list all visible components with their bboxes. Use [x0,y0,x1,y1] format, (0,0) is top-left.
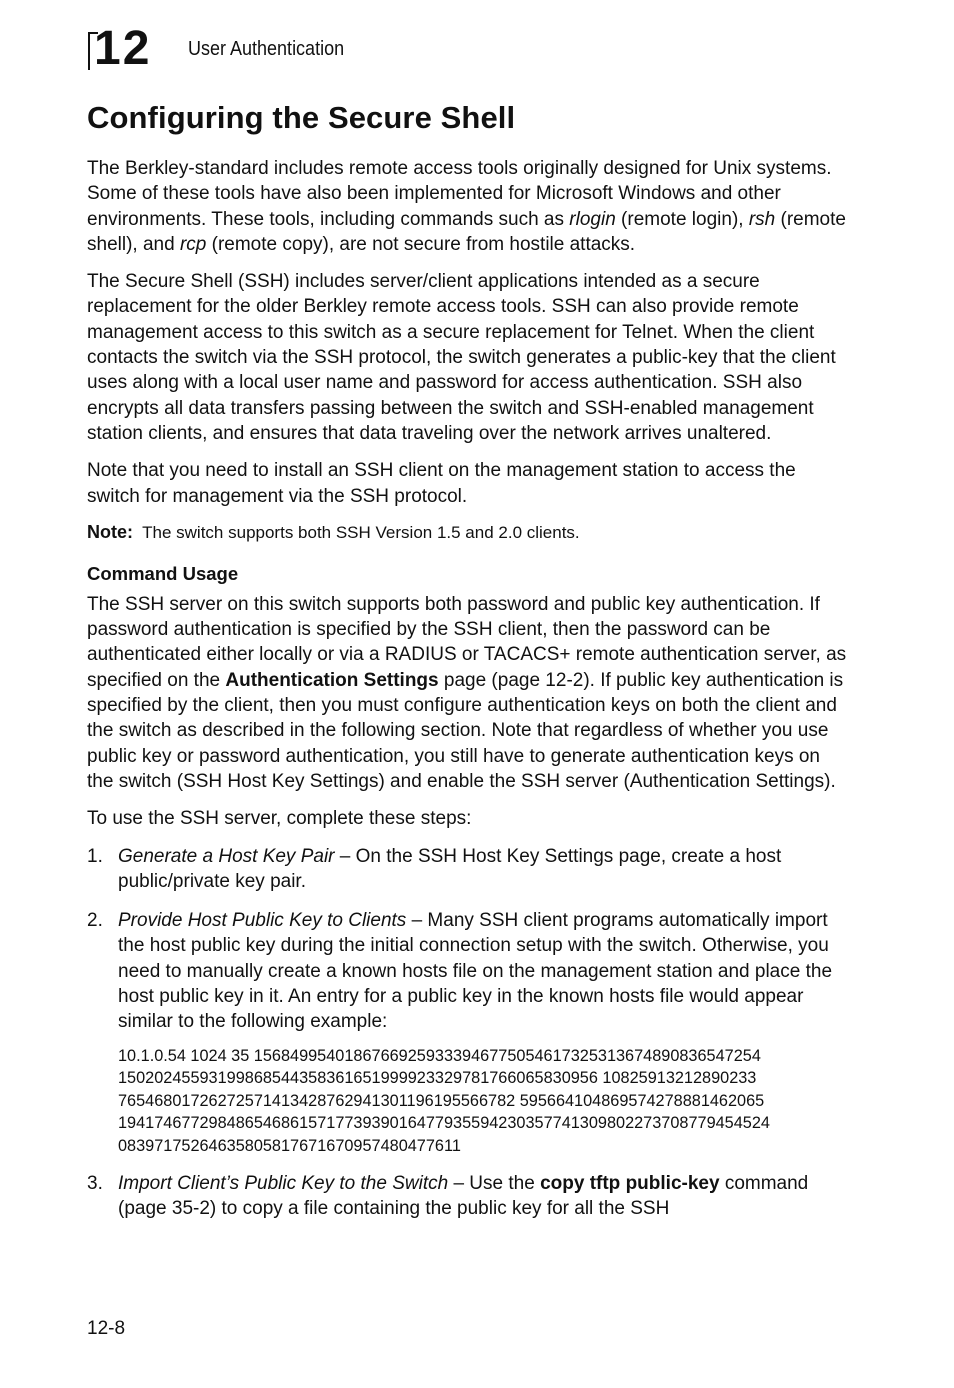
key-line: 194174677298486546861571773939016477935594230357741309802273708779454524 [118,1114,770,1133]
note [87,521,847,544]
intro-paragraph-2: The Secure Shell (SSH) includes server/client applications intended as a secure replacement for the older Berkley remote access tools. SSH can also provide remote management access to this switch as a secure replacement for Telnet. When the client contacts the switch via the SSH protocol, the switch generates a public-key that the client uses along with a local user name and password for access authentication. SSH also encrypts all data transfers passing between the switch and SSH-enabled management station clients, and ensures that data traveling over the network arrives unaltered. [87,271,836,444]
step-number: 3. [87,1173,103,1195]
intro-p1-text-c: (remote shell), and [87,208,846,255]
chapter-title: User Authentication [188,38,345,60]
rcp-term: rcp [179,233,207,255]
rlogin-term: rlogin [569,208,616,230]
command-name: copy tftp public-key [540,1173,720,1195]
steps-intro: To use the SSH server, complete these steps: [87,808,472,830]
command-usage-paragraph [87,592,847,794]
chapter-number-box [88,22,164,75]
page-number: 12-8 [87,1318,126,1339]
key-line: 08397175264635805817671670957480477611 [118,1136,461,1155]
step-text-b: command (page 35-2) to copy a file containing the public key for all the SSH [118,1173,809,1220]
section-title: Configuring the Secure Shell [87,100,516,135]
list-item [87,1171,847,1222]
steps-list [87,844,847,1222]
authentication-settings-ref: Authentication Settings [225,669,439,691]
intro-paragraph-1 [87,156,847,257]
list-item [87,844,847,895]
step-number: 2. [87,910,103,932]
intro-p1-text-b: (remote login), [615,208,749,230]
note-text: The switch supports both SSH Version 1.5 and 2.0 clients. [142,522,580,542]
note-label: Note: [87,521,133,542]
step-title: Import Client’s Public Key to the Switch [118,1173,449,1195]
rsh-term: rsh [748,208,776,230]
command-usage-heading: Command Usage [87,562,239,584]
intro-p1-text-a: The Berkley-standard includes remote access tools originally designed for Unix systems. Some of these tools have also been implemented for Microsoft Windows and other environments. These tools, including commands such as [87,158,832,230]
key-line: 10.1.0.54 1024 35 15684995401867669259333946775054617325313674890836547254 [118,1046,761,1065]
known-hosts-example [118,1045,847,1158]
list-item [87,908,847,1157]
command-usage-text-a: The SSH server on this switch supports both password and public key authentication. If password authentication is specified by the SSH client, then the password can be authenticated either locally or via a RADIUS or TACACS+ remote authentication server, as specified on the [87,593,847,691]
intro-paragraph-3: Note that you need to install an SSH client on the management station to access the switch for management via the SSH protocol. [87,460,796,507]
step-text: – Many SSH client programs automatically import the host public key during the initial connection setup with the switch. Otherwise, you need to manually create a known hosts file on the management station and place the host public key in it. An entry for a public key in the known hosts file would appear similar to the following example: [118,910,833,1033]
step-text-a: – Use the [448,1173,541,1195]
step-text: – On the SSH Host Key Settings page, create a host public/private key pair. [118,845,782,892]
key-line: 15020245593199868544358361651999923329781766065830956 10825913212890233 [118,1069,757,1088]
page-content [87,100,847,1236]
intro-p1-text-d: (remote copy), are not secure from hostile attacks. [206,233,636,255]
step-number: 1. [87,845,103,867]
key-line: 76546801726272571413428762941301196195566782 595664104869574278881462065 [118,1091,765,1110]
step-title: Provide Host Public Key to Clients [118,910,407,932]
command-usage-text-b: page (page 12-2). If public key authentication is specified by the client, then you must configure authentication keys on both the client and the switch as described in the following section. Note that regardless of whether you use public key or password authentication, you still have to generate authentication keys on the switch (SSH Host Key Settings) and enable the SSH server (Authentication Settings). [87,669,844,792]
chapter-number: 12 [94,22,152,75]
step-title: Generate a Host Key Pair [118,845,335,867]
